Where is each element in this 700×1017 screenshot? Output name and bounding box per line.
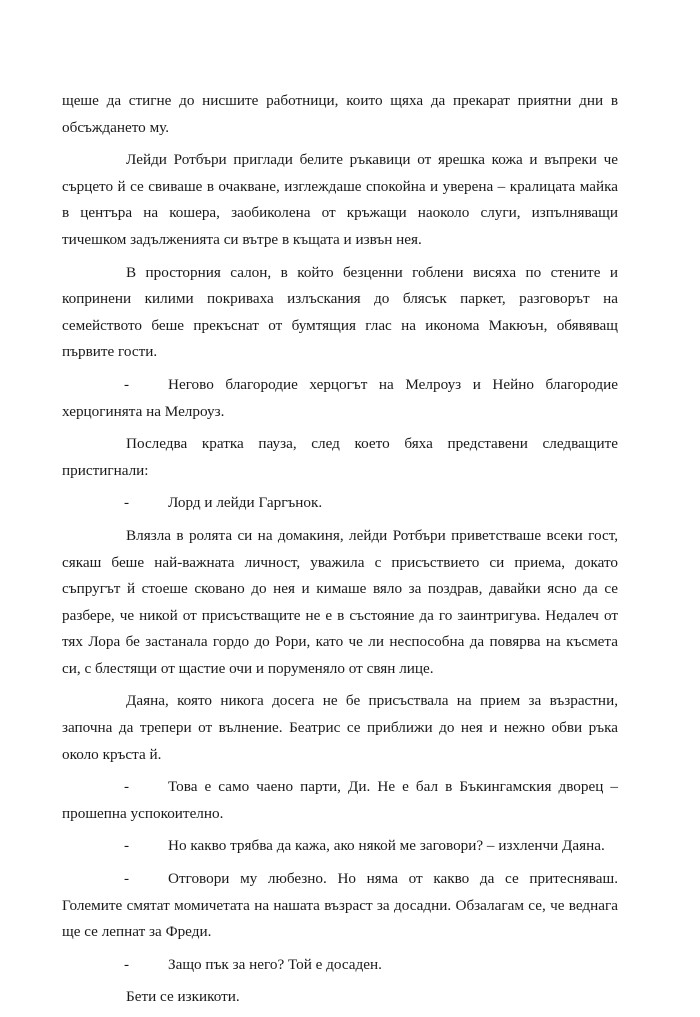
dialogue-dash: -: [124, 870, 130, 888]
dialogue-text: Това е само чаено парти, Ди. Не е бал в Бъкингамския дворец – прошепна успокоително.: [62, 778, 618, 822]
dialogue-line: [62, 372, 618, 425]
dialogue-line: [62, 833, 618, 860]
dialogue-dash: -: [124, 837, 130, 855]
paragraph: Влязла в ролята си на домакиня, лейди Ротбъри приветстваше всеки гост, сякаш беше най-важната личност, уважила с присъствието си приема, докато съпругът й стоеше сковано до нея и кимаше вяло за поздрав, давайки ясно да се разбере, че никой от присъстващите не е в състояние да го заинтригува. Недалеч от тях Лора бе застанала гордо до Рори, като че ли неспособна да повярва на късмета си, с блестящи от щастие очи и поруменяло от свян лице.: [62, 526, 618, 677]
paragraph: В просторния салон, в който безценни гоблени висяха по стените и копринени килими покриваха излъскания до блясък паркет, разговорът на семейството беше прекъснат от бумтящия глас на иконома Макюън, обявяващ първите гости.: [62, 263, 618, 361]
paragraph: Даяна, която никога досега не бе присъствала на прием за възрастни, започна да трепери от вълнение. Беатрис се приближи до нея и нежно обви ръка около кръста й.: [62, 692, 618, 763]
dialogue-line: [62, 490, 618, 517]
dialogue-dash: -: [124, 778, 130, 796]
paragraph: Лейди Ротбъри приглади белите ръкавици от ярешка кожа и въпреки че сърцето й се свиваше в очакване, изглеждаше спокойна и уверена – кралицата майка в центъра на кошера, заобиколена от кръжащи наоколо слуги, изпълняващи тичешком задълженията си вътре в къщата и извън нея.: [62, 151, 618, 248]
dialogue-dash: -: [124, 955, 130, 973]
paragraph-continuation: щеше да стигне до нисшите работници, които щяха да прекарат приятни дни в обсъждането му.: [62, 92, 618, 136]
dialogue-text: Отговори му любезно. Но няма от какво да се притесняваш. Големите смятат момичетата на нашата възраст за досадни. Обзалагам се, че веднага ще се лепнат за Фреди.: [62, 870, 618, 941]
dialogue-text: Негово благородие херцогът на Мелроуз и Нейно благородие херцогинята на Мелроуз.: [62, 375, 618, 420]
dialogue-line: [62, 774, 618, 827]
dialogue-dash: -: [124, 375, 130, 393]
paragraph: Последва кратка пауза, след което бяха представени следващите пристигнали:: [62, 435, 618, 479]
dialogue-dash: -: [124, 494, 130, 512]
text-body: [62, 88, 618, 1017]
dialogue-line: [62, 866, 618, 946]
dialogue-text: Защо пък за него? Той е досаден.: [168, 955, 382, 973]
dialogue-line: [62, 952, 618, 979]
dialogue-text: Но какво трябва да кажа, ако някой ме заговори? – изхленчи Даяна.: [168, 837, 605, 855]
paragraph: Бети се изкикоти.: [126, 988, 240, 1006]
dialogue-text: Лорд и лейди Гаргънок.: [168, 494, 323, 512]
